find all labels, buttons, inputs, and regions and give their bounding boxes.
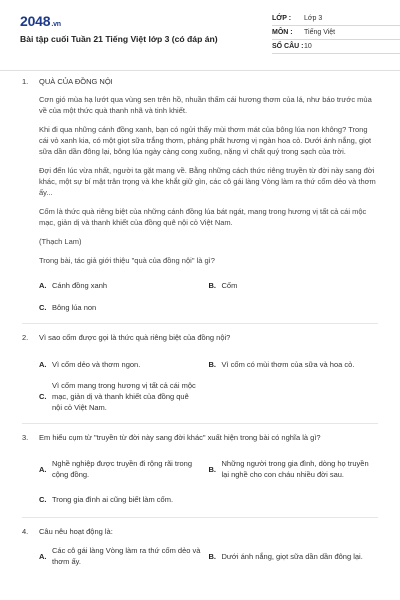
option-b[interactable]: B. Vì cốm có mùi thơm của sữa và hoa cỏ. xyxy=(208,359,355,369)
option-a[interactable]: A. Nghề nghiệp được truyền đi rộng rãi trong cộng đồng. xyxy=(39,459,193,479)
question-4 xyxy=(22,526,378,569)
passage-paragraph: Cốm là thức quà riêng biệt của những cánh đồng lúa bát ngát, mang trong hương vị tất cả cái mộc mạc, giản dị và thanh khiết của đồng quê nội cỏ Việt Nam. xyxy=(39,207,367,227)
question-divider xyxy=(22,423,378,424)
question-text: Câu nêu hoạt động là: xyxy=(39,527,113,536)
questions-list xyxy=(22,76,378,569)
option-c[interactable]: C. Bông lúa non xyxy=(39,302,97,312)
question-number: 4. xyxy=(22,527,29,536)
option-a[interactable]: A. Cánh đồng xanh xyxy=(39,280,108,290)
option-b[interactable]: B. Cốm xyxy=(208,280,238,290)
question-3 xyxy=(22,432,378,511)
passage-paragraph: Đợi đến lúc vừa nhất, người ta gặt mang về. Bằng những cách thức riêng truyền từ đời này sang đời khác, một sự bí mật trân trọng và khe khắt giữ gìn, các cô gái làng Vòng làm ra thứ cốm dẻo và thơm ấy... xyxy=(39,166,376,197)
option-a[interactable]: A. Vì cốm dẻo và thơm ngon. xyxy=(39,359,141,369)
question-1 xyxy=(22,76,378,318)
option-b[interactable]: B. Dưới ánh nắng, giọt sữa dần dần đông lại. xyxy=(208,551,363,561)
option-c[interactable]: C. Trong gia đình ai cũng biết làm cốm. xyxy=(39,494,174,504)
passage-author: (Thạch Lam) xyxy=(39,237,82,246)
question-number: 3. xyxy=(22,433,29,442)
passage-paragraph: Cơn gió mùa hạ lướt qua vùng sen trên hồ, nhuần thấm cái hương thơm của lá, như báo trước mùa về của một thức quà thanh nhã và tinh khiết. xyxy=(39,95,372,115)
document-title: Bài tập cuối Tuần 21 Tiếng Việt lớp 3 (có đáp án) xyxy=(20,34,218,44)
meta-row-subject: MÔN : Tiếng Việt xyxy=(272,26,400,40)
header-divider xyxy=(0,70,400,71)
question-divider xyxy=(22,323,378,324)
options xyxy=(39,543,378,569)
question-text: Em hiểu cụm từ "truyền từ đời này sang đời khác" xuất hiện trong bài có nghĩa là gì? xyxy=(39,433,321,442)
meta-table xyxy=(272,12,400,54)
question-2 xyxy=(22,332,378,417)
question-text: Trong bài, tác giả giới thiệu "quà của đồng nội" là gì? xyxy=(39,256,215,265)
option-b[interactable]: B. Những người trong gia đình, dòng họ truyền lại nghề cho con cháu nhiều đời sau. xyxy=(208,459,369,479)
options xyxy=(39,353,378,417)
header xyxy=(20,0,380,62)
options xyxy=(39,451,378,511)
site-logo[interactable]: 2048.vn xyxy=(20,13,61,29)
question-divider xyxy=(22,517,378,518)
meta-row-grade: LỚP : Lớp 3 xyxy=(272,12,400,26)
option-c[interactable]: C. Vì cốm mang trong hương vị tất cả cái mộc mạc, giản dị và thanh khiết của đồng quê nội cỏ Việt Nam. xyxy=(39,380,196,412)
question-text: Vì sao cốm được gọi là thức quà riêng biệt của đồng nội? xyxy=(39,333,231,342)
passage-paragraph: Khi đi qua những cánh đồng xanh, bạn có ngửi thấy mùi thơm mát của bông lúa non không? Trong cái vỏ xanh kia, có một giọt sữa trắng thơm, phảng phất hương vị ngàn hoa cỏ. Dưới ánh nắng, giọt sữa dần dần đông lại, bông lúa ngày càng cong xuống, nặng vì chất quý trong sạch của trời. xyxy=(39,125,372,156)
options xyxy=(39,274,378,318)
option-a[interactable]: A. Các cô gái làng Vòng làm ra thứ cốm dẻo và thơm ấy. xyxy=(39,546,201,566)
meta-row-count: SỐ CÂU : 10 xyxy=(272,40,400,54)
question-number: 1. xyxy=(22,77,29,86)
passage-title: QUÀ CỦA ĐỒNG NỘI xyxy=(39,77,113,86)
question-number: 2. xyxy=(22,333,29,342)
